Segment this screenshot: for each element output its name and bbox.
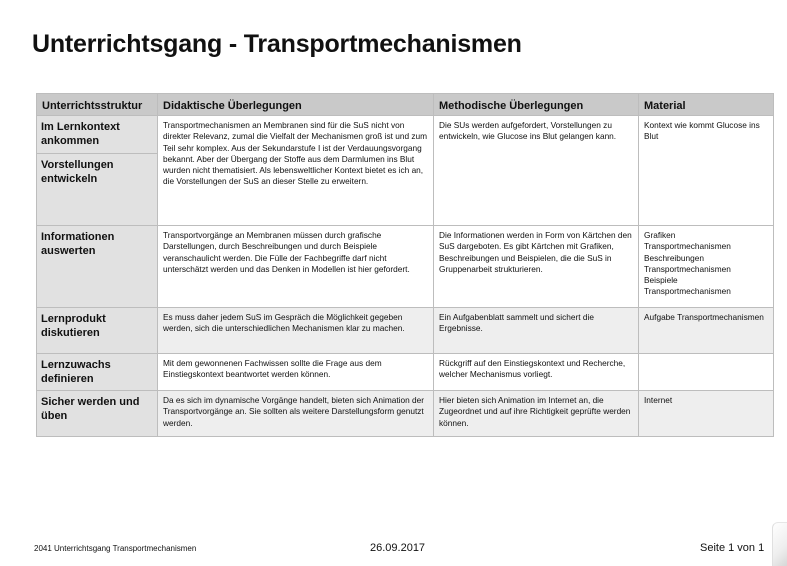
structure-label: Im Lernkontext ankommen xyxy=(37,120,157,154)
didactic-cell: Es muss daher jedem SuS im Gespräch die Möglichkeit gegeben werden, sich die unterschiedlichen Mechanismen klar zu machen. xyxy=(158,308,434,354)
header-material: Material xyxy=(639,94,774,116)
methodic-cell: Rückgriff auf den Einstiegskontext und Recherche, welcher Mechanismus vorliegt. xyxy=(434,354,639,391)
material-cell: Internet xyxy=(639,391,774,437)
material-line: Transportmechanismen xyxy=(644,241,731,252)
material-line: Grafiken xyxy=(644,230,676,240)
didactic-cell: Da es sich im dynamische Vorgänge handelt, bieten sich Animation der Transportvorgänge an. Sie sollten als weitere Darstellungsform genutzt werden. xyxy=(158,391,434,437)
table-header-row xyxy=(37,94,774,116)
footer-page-number: Seite 1 von 1 xyxy=(700,542,765,554)
table-row xyxy=(37,116,774,226)
lesson-plan-table xyxy=(36,93,774,437)
footer-document-name: 2041 Unterrichtsgang Transportmechanismen xyxy=(34,544,197,553)
didactic-cell: Transportvorgänge an Membranen müssen durch grafische Darstellungen, durch Beschreibungen und durch Beispiele veranschaulicht werden. Die Fülle der Fachbegriffe darf nicht unterschätzt werden und das Denken in Modellen ist hier gefordert. xyxy=(158,226,434,308)
material-line: Transportmechanismen xyxy=(644,263,731,274)
material-line: Transportmechanismen xyxy=(644,286,731,297)
material-line: Beschreibungen xyxy=(644,252,704,263)
structure-cell: Sicher werden und üben xyxy=(37,391,158,437)
structure-label: Vorstellungen entwickeln xyxy=(41,159,114,185)
material-cell: Kontext wie kommt Glucose ins Blut xyxy=(639,116,774,226)
table-row xyxy=(37,354,774,391)
footer-date: 26.09.2017 xyxy=(370,542,426,554)
header-didactic: Didaktische Überlegungen xyxy=(158,94,434,116)
structure-cell: Lernprodukt diskutieren xyxy=(37,308,158,354)
structure-cell: Lernzuwachs definieren xyxy=(37,354,158,391)
table-row xyxy=(37,226,774,308)
header-structure: Unterrichtsstruktur xyxy=(37,94,158,116)
structure-cell xyxy=(37,116,158,226)
didactic-cell: Mit dem gewonnenen Fachwissen sollte die Frage aus dem Einstiegskontext beantwortet werden können. xyxy=(158,354,434,391)
methodic-cell: Die SUs werden aufgefordert, Vorstellungen zu entwickeln, wie Glucose ins Blut gelangen kann. xyxy=(434,116,639,226)
table-row xyxy=(37,391,774,437)
page-title: Unterrichtsgang - Transportmechanismen xyxy=(32,30,522,58)
structure-cell: Informationen auswerten xyxy=(37,226,158,308)
material-line: Beispiele xyxy=(644,275,678,286)
material-cell xyxy=(639,226,774,308)
page-curl-decoration xyxy=(772,522,787,566)
table-row xyxy=(37,308,774,354)
material-cell xyxy=(639,354,774,391)
material-cell: Aufgabe Transportmechanismen xyxy=(639,308,774,354)
methodic-cell: Ein Aufgabenblatt sammelt und sichert die Ergebnisse. xyxy=(434,308,639,354)
didactic-cell: Transportmechanismen an Membranen sind für die SuS nicht von direkter Relevanz, zumal die Vielfalt der Mechanismen groß ist und zum Teil sehr komplex. Aus der Sekundarstufe I ist der Verdauungsvorgang bekannt. Aber der Übergang der Stoffe aus dem Darmlumen ins Blut wurden nicht thematisiert. Als lebensweltlicher Kontext bietet es ich an, die Vorstellungen der SuS an dieser Stelle zu erweitern. xyxy=(158,116,434,226)
methodic-cell: Die Informationen werden in Form von Kärtchen den SuS dargeboten. Es gibt Kärtchen mit Grafiken, Beschreibungen und Beispielen, die die SuS in Gruppenarbeit strukturieren. xyxy=(434,226,639,308)
header-methodic: Methodische Überlegungen xyxy=(434,94,639,116)
methodic-cell: Hier bieten sich Animation im Internet an, die Zugeordnet und auf ihre Richtigkeit geprüfte werden können. xyxy=(434,391,639,437)
